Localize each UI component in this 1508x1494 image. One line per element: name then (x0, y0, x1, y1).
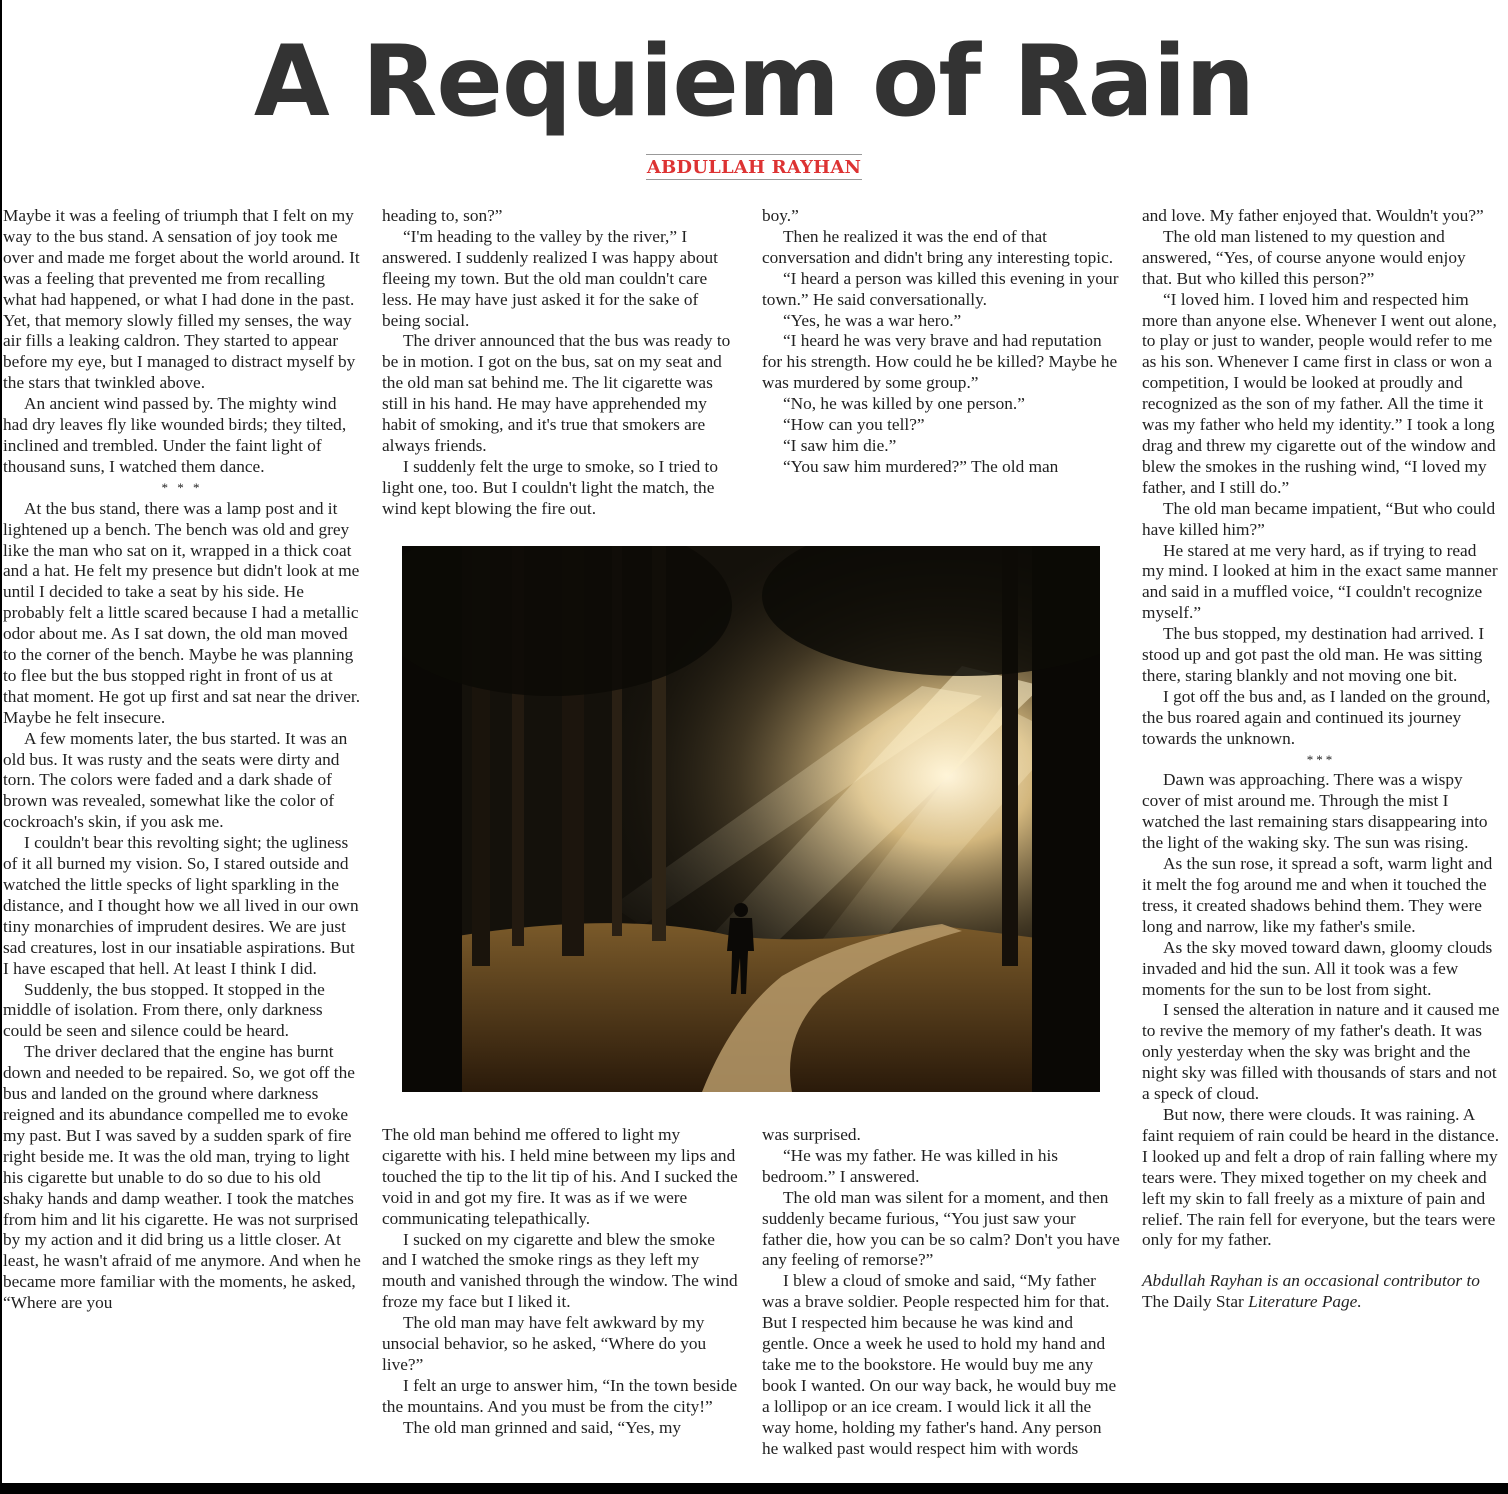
article-title: A Requiem of Rain (253, 25, 1255, 139)
byline-container (0, 154, 1508, 180)
paragraph: heading to, son?” (382, 206, 503, 225)
paragraph: I felt an urge to answer him, “In the town beside the mountains. And you must be from the city!” (382, 1375, 738, 1416)
paragraph: He stared at me very hard, as if trying to read my mind. I looked at him in the exact same manner and said in a muffled voice, “I couldn't recognize myself.” (1142, 540, 1498, 623)
author-byline: ABDULLAH RAYHAN (646, 154, 862, 180)
paragraph: I suddenly felt the urge to smoke, so I tried to light one, too. But I couldn't light the match, the wind kept blowing the fire out. (382, 456, 719, 518)
publication-name: The Daily Star (1142, 1292, 1244, 1312)
paragraph: I sensed the alteration in nature and it caused me to revive the memory of my father's death. It was only yesterday when the sky was bright and the night sky was filled with thousands of stars and not a speck of cloud. (1142, 1000, 1500, 1104)
paragraph: Then he realized it was the end of that conversation and didn't bring any interesting topic. (762, 226, 1114, 267)
paragraph: I blew a cloud of smoke and said, “My father was a brave soldier. People respected him for that. But I respected him because he was kind and gentle. Once a week he used to hold my hand and take me to the bookstore. He would buy me any book I wanted. On our way back, he would buy me a lollipop or an ice cream. I would lick it all the way home, holding my father's hand. Any person he walked past would respect him with words (762, 1271, 1117, 1458)
author-bio-text: Abdullah Rayhan is an occasional contributor to (1142, 1271, 1480, 1291)
paragraph: The old man became impatient, “But who could have killed him?” (1142, 498, 1496, 539)
paragraph: The old man listened to my question and answered, “Yes, of course anyone would enjoy that. But who killed this person?” (1142, 226, 1466, 288)
paragraph: I couldn't bear this revolting sight; the ugliness of it all burned my vision. So, I stared outside and watched the little specks of light sparkling in the distance, and I thought how we all lived in our own tiny monarchies of imprudent desires. We are just sad creatures, lost in our insatiable aspirations. But I have escaped that hell. At least I think I did. (3, 833, 359, 978)
paragraph: “You saw him murdered?” The old man (783, 456, 1059, 476)
column-1 (3, 206, 361, 1314)
paragraph: Suddenly, the bus stopped. It stopped in the middle of isolation. From there, only darkness could be seen and silence could be heard. (3, 979, 325, 1041)
paragraph: “I heard a person was killed this evening in your town.” He said conversationally. (762, 268, 1119, 309)
page-name: Literature Page. (1248, 1292, 1362, 1312)
paragraph: I sucked on my cigarette and blew the smoke and I watched the smoke rings as they left my mouth and vanished through the window. The wind froze my face but I liked it. (382, 1229, 738, 1312)
paragraph: and love. My father enjoyed that. Wouldn't you?” (1142, 206, 1484, 225)
paragraph: “Yes, he was a war hero.” (783, 310, 962, 330)
column-2-bottom (382, 1125, 740, 1439)
paragraph: I got off the bus and, as I landed on the ground, the bus roared again and continued its journey towards the unknown. (1142, 686, 1491, 748)
paragraph: Dawn was approaching. There was a wispy cover of mist around me. Through the mist I watched the last remaining stars disappearing into the light of the waking sky. The sun was rising. (1142, 770, 1488, 853)
column-3-bottom (762, 1125, 1120, 1460)
column-4 (1142, 206, 1500, 1313)
paragraph: The old man grinned and said, “Yes, my (403, 1417, 682, 1437)
paragraph: “He was my father. He was killed in his bedroom.” I answered. (762, 1145, 1058, 1186)
paragraph: The driver announced that the bus was ready to be in motion. I got on the bus, sat on my seat and the old man sat behind me. The lit cigarette was still in his hand. He may have apprehended my habit of smoking, and it's true that smokers are always friends. (382, 331, 731, 455)
paragraph: The old man may have felt awkward by my unsocial behavior, so he asked, “Where do you live?” (382, 1313, 707, 1374)
paragraph: “I heard he was very brave and had reputation for his strength. How could he be killed? Maybe he was murdered by some group.” (762, 331, 1118, 393)
paragraph: boy.” (762, 206, 799, 225)
paragraph: The old man behind me offered to light my cigarette with his. I held mine between my lips and touched the tip to the lit tip of his. And I sucked the void in and got my fire. It was as if we were communicating telepathically. (382, 1125, 738, 1228)
paragraph: “I'm heading to the valley by the river,” I answered. I suddenly realized I was happy about fleeing my town. But the old man couldn't care less. He may have just asked it for the sake of being social. (382, 226, 718, 330)
paragraph: The bus stopped, my destination had arrived. I stood up and got past the old man. He was sitting there, staring blankly and not moving one bit. (1142, 624, 1485, 685)
paragraph: But now, there were clouds. It was raining. A faint requiem of rain could be heard in the distance. I looked up and felt a drop of rain falling where my tears were. They mixed together on my cheek and left my skin to fall freely as a mixture of pain and relief. The rain fell for everyone, but the tears were only for my father. (1142, 1104, 1500, 1250)
paragraph: An ancient wind passed by. The mighty wind had dry leaves fly like wounded birds; they tilted, inclined and trembled. Under the faint light of thousand suns, I watched them dance. (3, 394, 347, 476)
paragraph: As the sky moved toward dawn, gloomy clouds invaded and hid the sun. All it took was a few moments for the sun to be lost from sight. (1142, 937, 1493, 999)
column-2-top (382, 206, 740, 520)
forest-path-photo (402, 546, 1100, 1092)
author-bio (1142, 1271, 1500, 1313)
page-left-border (0, 0, 2, 1494)
paragraph: As the sun rose, it spread a soft, warm light and it melt the fog around me and when it touched the tress, it created shadows behind them. They were long and narrow, like my father's smile. (1142, 854, 1493, 936)
paragraph: At the bus stand, there was a lamp post and it lightened up a bench. The bench was old and grey like the man who sat on it, wrapped in a thick coat and a hat. He felt my presence but didn't look at me until I decided to take a seat by his side. He probably felt a little scared because I had a metallic odor about me. As I sat down, the old man moved to the corner of the bench. Maybe he was planning to flee but the bus stopped right in front of us at that moment. He got up first and sat near the driver. Maybe he felt insecure. (3, 498, 361, 727)
paragraph: A few moments later, the bus started. It was an old bus. It was rusty and the seats were dirty and torn. The colors were faded and a dark shade of brown was revealed, somewhat like the color of cockroach's skin, if you ask me. (3, 728, 348, 832)
paragraph: “I loved him. I loved him and respected him more than anyone else. Whenever I went out alone, to play or just to wander, people would refer to me as his son. Whenever I came first in class or won a competition, I would be looked at proudly and recognized as the son of my father. All the time it was my father who held my identity.” I took a long drag and threw my cigarette out of the window and blew the smokes in the rushing wind, “I loved my father, and I still do.” (1142, 289, 1497, 497)
paragraph: “No, he was killed by one person.” (783, 394, 1025, 414)
paragraph: “How can you tell?” (783, 415, 925, 435)
section-break: * * * (161, 479, 203, 495)
page-bottom-border (0, 1483, 1508, 1494)
paragraph: The driver declared that the engine has burnt down and needed to be repaired. So, we got off the bus and landed on the ground where darkness reigned and its abundance compelled me to evoke my past. But I was saved by a sudden spark of fire right beside me. It was the old man, trying to light his cigarette but unable to do so due to his old shaky hands and damp weather. I took the matches from him and lit his cigarette. He was not surprised by my action and it did bring us a little closer. At least, he wasn't afraid of me anymore. And when he became more familiar with the moments, he asked, “Where are you (3, 1042, 361, 1313)
paragraph: The old man was silent for a moment, and then suddenly became furious, “You just saw your father die, how you can be so calm? Don't you have any feeling of remorse?” (762, 1187, 1120, 1270)
paragraph: was surprised. (762, 1125, 861, 1144)
section-break: *** (1306, 751, 1336, 767)
column-3-top (762, 206, 1120, 478)
paragraph: Maybe it was a feeling of triumph that I felt on my way to the bus stand. A sensation of joy took me over and made me forget about the world around. It was a feeling that prevented me from recalling what had happened, or what I had done in the past. Yet, that memory slowly filled my senses, the way air fills a leaking caldron. They started to appear before my eye, but I managed to distract myself by the stars that twinkled above. (3, 206, 360, 393)
paragraph: “I saw him die.” (783, 435, 897, 455)
